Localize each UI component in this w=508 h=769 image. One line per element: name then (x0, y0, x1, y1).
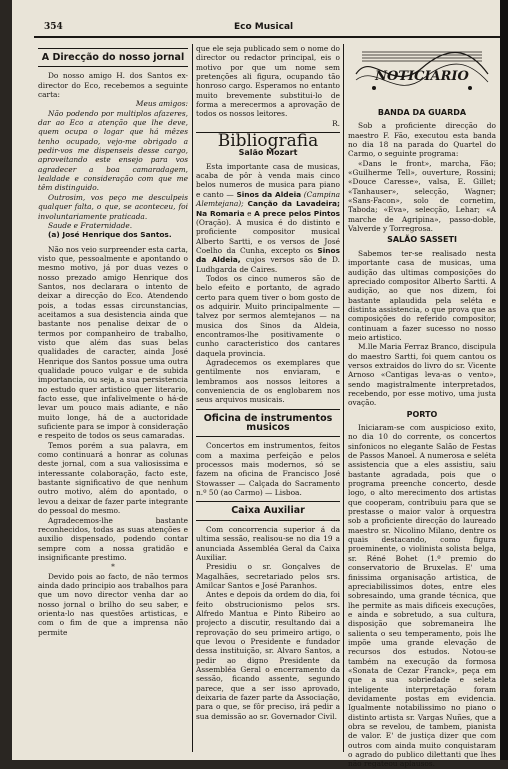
column-2 (196, 44, 340, 752)
column-rule (192, 44, 193, 752)
section-title: BANDA DA GUARDA (377, 108, 467, 117)
column-rule (343, 44, 344, 752)
section-title: Caixa Auxiliar (196, 501, 340, 520)
paragraph: Com concorrencia superior á da ultima sessão, realisou-se no dia 19 a anunciada Assembléa Geral da Caixa Auxiliar. (196, 524, 340, 562)
paragraph: Iniciaram-se com auspicioso exito, no dia 10 do corrente, os concertos sinfonicos no elegante Salão de Festas de Passos Manoel. A numerosa e seléta assistencia que a eles assistiu, saiu bastante agradada, pois que o programa preenche concerto, desde logo, o alto merecimento dos artistas que cooperam, contribuiu para que se prestasse o maior valor à orquestra sob a proficiente direcção do laureado maestro sr. Nicolino Milano, dentre os quais destacando, como figura proeminente, o violinista solista belga, sr. Réné Bohet (1.º premio do conservatorio de Bruxelas. E' uma finissima organisação artistica, de apreciabilissimos dotes, entre eles sobresaindo, uma grande técnica, que lhe permite as mais dificeis execuções, e ainda e sobretudo, a sua cultura, disposição que sobremaneira lhe salienta o seu temperamento, pois lhe impõe uma grande elevação de recursos dos estudos. Notou-se também na execução da formosa «Sonata de Cezar Franck», peça em que a sua sobriedade e seleta inteligente interpretação foram devidamente postas em evidencia. Igualmente notabilissimo no piano o distinto artista sr. Vargas Nuñes, que a obra se revelou, de tambem, pianista de valor. E' de justiça dizer que com outros com ainda muito conquistaram o agrado do publico dilettanti que lhes não regateou aplausos. (348, 423, 496, 769)
article-title: A Direcção do nosso jornal (38, 48, 188, 67)
running-title: Eco Musical (234, 22, 294, 32)
section-asterisk: * (111, 562, 115, 572)
paragraph: Sob a proficiente direcção do maestro F. Fão, executou esta banda no dia 18 na parada do Quartel do Carmo, o seguinte programa: (348, 121, 496, 159)
signoff: R. (332, 118, 340, 128)
noticiario-banner-ornament (352, 44, 492, 100)
paragraph: Concertos em instrumentos, feitos com a maxima perfeição e pelos processos mais modernos, só se fazem na oficina de Francisco José Stowasser — Calçada do Sacramento n.º 50 (ao Carmo) — Lisboa. (196, 441, 340, 498)
paragraph: Antes e depois da ordem do dia, foi feito obstrucionismo pelos srs. Alfredo Mantua e Pinto Ribeiro ao projecto a discutir, resultando dai a reprovação do seu primeiro artigo, o que levou o Presidente e fundador dessa instituição, sr. Alvaro Santos, a pedir ao digno Presidente da Assembléa Geral o encerramento da sessão, ficando assente, segundo parece, que a ser isso aprovado, deixaria de fazer parte da Associação, para o que, se fôr preciso, irá pedir a sua demissão ao sr. Governador Civil. (196, 590, 340, 721)
paragraph: Não nos veio surpreender esta carta, visto que, pessoalmente e apontando o mesmo motivo, já por duas vezes o nosso prezado amigo Henrique dos Santos, nos declarara o intento de deixar a direcção do Eco. Atendendo pois, a todas essas circunstancias, aceitamos a sua desistencia ainda que bastante nos penalise deixar de o termos por companheiro de trabalho, visto que além das suas belas qualidades de caracter, ainda José Henrique dos Santos possue uma outra qualidade pouco vulgar e de subida importancia, ou seja, a sua persistencia no estudo quer artistico quer literario, facto esse, que infalivelmente o há-de levar um pouco mais adiante, e não muito longe, há de a auctoridade suficiente para se impor à consideração e respeito de todos os seus camaradas. (38, 244, 188, 441)
paragraph: Todos os cinco numeros são de belo efeito e portanto, de agrado certo para quem tiver o bom gosto de os adquirir. Muito principalmente — talvez por sermos alemtejanos — na musica dos Sinos da Aldeia, encontramos-lhe positivamente o cunho caracteristico dos cantares daquela provincia. (196, 273, 340, 358)
paragraph: M.lle Maria Ferraz Branco, discipula do maestro Sartti, foi quem cantou os versos extraidos do livro do sr. Vicente Arnoso «Cantigas leva-as o vento», sendo magistralmente interpretados, recebendo, por esse motivo, uma justa ovação. (348, 342, 496, 408)
section-subtitle: Salão Mozart (238, 148, 298, 158)
column-1 (38, 44, 188, 752)
noticiario-banner (348, 44, 496, 100)
paragraph: Agradecemos-lhe bastante reconhecidos, todas as suas atenções e auxilio dispensado, podendo contar sempre com a nossa gratidão e insignificante prestimo. (38, 515, 188, 562)
paragraph: que ele seja publicado sem o nome do director ou redactor principal, eis o motivo por que um nome sem pretenções ali figura, ocupando tão honroso cargo. Esperamos no entanto muito brevemente substitui-lo de forma a merecermos a aprovação de todos os nossos leitores. (196, 44, 340, 119)
paragraph: Agradecemos os exemplares que gentilmente nos enviaram, e lembramos aos nossos leitores a conveniencia de os englobarem nos seus arquivos musicais. (196, 358, 340, 405)
page-number: 354 (44, 22, 63, 32)
header-rule (34, 36, 500, 38)
column-3 (348, 44, 496, 769)
section-title: SALÃO SASSETI (387, 235, 457, 245)
paragraph: Temos porém a sua palavra, em como continuará a honrar as colunas deste jornal, com a sua valiosissima e interessante colaboração, facto este, bastante significativo de que nenhum outro motivo, além do apontado, o levou a deixar de fazer parte integrante do pessoal do mesmo. (38, 440, 188, 516)
letter-closing: Saude e Fraternidade. (48, 220, 133, 230)
letter-paragraph: Não podendo por multiplos afazeres, dar ao Eco a atenção que lhe deve, quem ocupa o logar que há mêzes tenho ocupado, vejo-me obrigado a pedir-vos me dispenseis desse cargo, aproveitando este ensejo para vos agradecer a boa camaradagem, lealdade e consideração com que me têm distinguido. (38, 108, 188, 193)
newspaper-page (12, 0, 500, 769)
section-title: PORTO (406, 409, 438, 419)
paragraph: Presidiu o sr. Gonçalves de Magalhães, secretariado pelos srs. Amilcar Santos e José Paranhos. (196, 562, 340, 590)
letter-signature: (a) José Henrique dos Santos. (48, 230, 172, 240)
page-edge-shadow (500, 0, 508, 760)
paragraph: Devido pois ao facto, de não termos ainda dado principio aos trabalhos para que um novo director venha dar ao nosso jornal o brilho do seu saber, e orienta-lo nas questões artisticas, e com o fim de que a imprensa não permite (38, 571, 188, 637)
paragraph: Esta importante casa de musicas, acaba de pôr à venda mais cinco belos numeros de musica para piano e canto — Sinos da Aldeia (Campina Alemtejana); Canção da Lavadeira; Na Romaria e A prece pelos Pintos (Oração). A musica é do distinto e proficiente compositor musical Alberto Sartti, e os versos de José Coelho da Cunha, excepto os Sinos da Aldeia, cujos versos são de D. Ludhgarda de Caires. (196, 161, 340, 274)
paragraph: Do nosso amigo H. dos Santos ex-director do Eco, recebemos a seguinte carta: (38, 71, 188, 100)
paragraph: «Dans le front», marcha, Fão; «Guilherme Tell», ouverture, Rossini; «Douce Caresse», valsa, E. Gillet; «Tanhauser», selecção, Wagner; «Sans-Facon», solo de cornetim, Taboda; «Eva», selecção, Lehar; «A marche de Agripina», passo-doble, Valverde y Torregrosa. (348, 158, 496, 234)
section-title: Bibliografia (217, 131, 319, 152)
letter-salutation: Meus amigos: (135, 99, 188, 109)
banner-title: NOTICIARIO (375, 69, 469, 84)
paragraph: Sabemos ter-se realisado nesta importante casa de musicas, uma audição das ultimas composições do apreciado compositor Alberto Sartti. A audição, ao que nos dizem, foi bastante aplaudida pela seléta e distinta assistencia, o que prova que as composições do referido compositor, continuam a fazer sucesso no nosso meio artistico. (348, 248, 496, 342)
letter-paragraph: Outrosim, vos peço me desculpeis qualquer falta, o que, se aconteceu, foi involuntariamente praticada. (38, 192, 188, 221)
section-title: Oficina de instrumentos musicos (196, 409, 340, 438)
